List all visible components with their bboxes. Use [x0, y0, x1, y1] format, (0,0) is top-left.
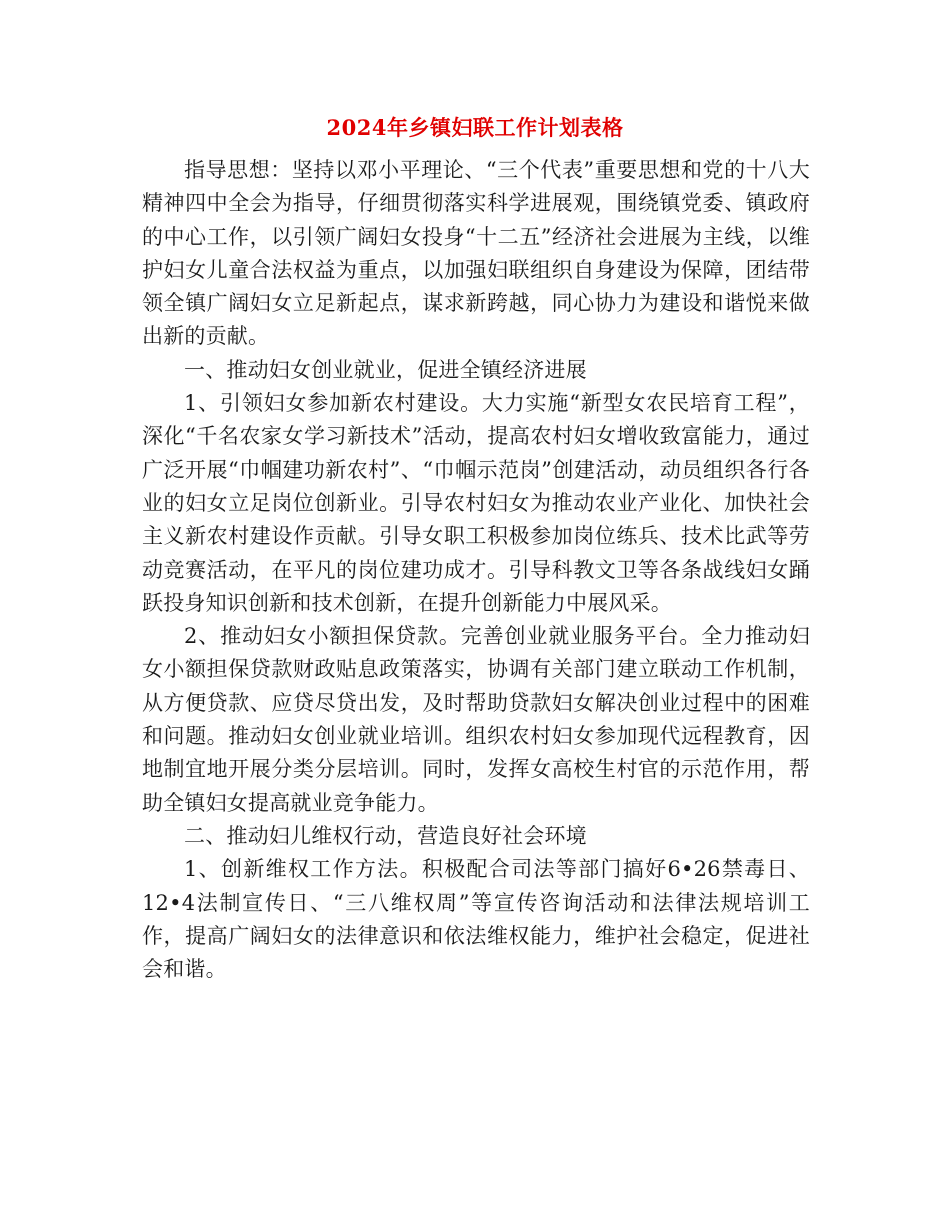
paragraph-1-1: 1、引领妇女参加新农村建设。大力实施“新型女农民培育工程”，深化“千名农家女学习新技术”活动，提高农村妇女增收致富能力，通过广泛开展“巾帼建功新农村”、“巾帼示范岗”创建活动，动员组织各行各业的妇女立足岗位创新业。引导农村妇女为推动农业产业化、加快社会主义新农村建设作贡献。引导女职工积极参加岗位练兵、技术比武等劳动竞赛活动，在平凡的岗位建功成才。引导科教文卫等各条战线妇女踊跃投身知识创新和技术创新，在提升创新能力中展风采。	[142, 391, 810, 615]
section-heading-2: 二、推动妇儿维权行动，营造良好社会环境	[184, 823, 587, 848]
paragraph-1-2: 2、推动妇女小额担保贷款。完善创业就业服务平台。全力推动妇女小额担保贷款财政贴息政策落实，协调有关部门建立联动工作机制，从方便贷款、应贷尽贷出发，及时帮助贷款妇女解决创业过程中的困难和问题。推动妇女创业就业培训。组织农村妇女参加现代远程教育，因地制宜地开展分类分层培训。同时，发挥女高校生村官的示范作用，帮助全镇妇女提高就业竞争能力。	[142, 624, 810, 815]
section-heading-1: 一、推动妇女创业就业，促进全镇经济进展	[184, 357, 587, 382]
paragraph-guiding-ideology: 指导思想：坚持以邓小平理论、“三个代表”重要思想和党的十八大精神四中全会为指导，仔细贯彻落实科学进展观，围绕镇党委、镇政府的中心工作，以引领广阔妇女投身“十二五”经济社会进展为主线，以维护妇女儿童合法权益为重点，以加强妇联组织自身建设为保障，团结带领全镇广阔妇女立足新起点，谋求新跨越，同心协力为建设和谐悦来做出新的贡献。	[142, 158, 810, 349]
document-body	[142, 154, 810, 986]
paragraph-2-1: 1、创新维权工作方法。积极配合司法等部门搞好6•26禁毒日、12•4法制宣传日、“三八维权周”等宣传咨询活动和法律法规培训工作，提高广阔妇女的法律意识和依法维权能力，维护社会稳定，促进社会和谐。	[142, 857, 810, 982]
document-title: 2024年乡镇妇联工作计划表格	[326, 115, 624, 140]
